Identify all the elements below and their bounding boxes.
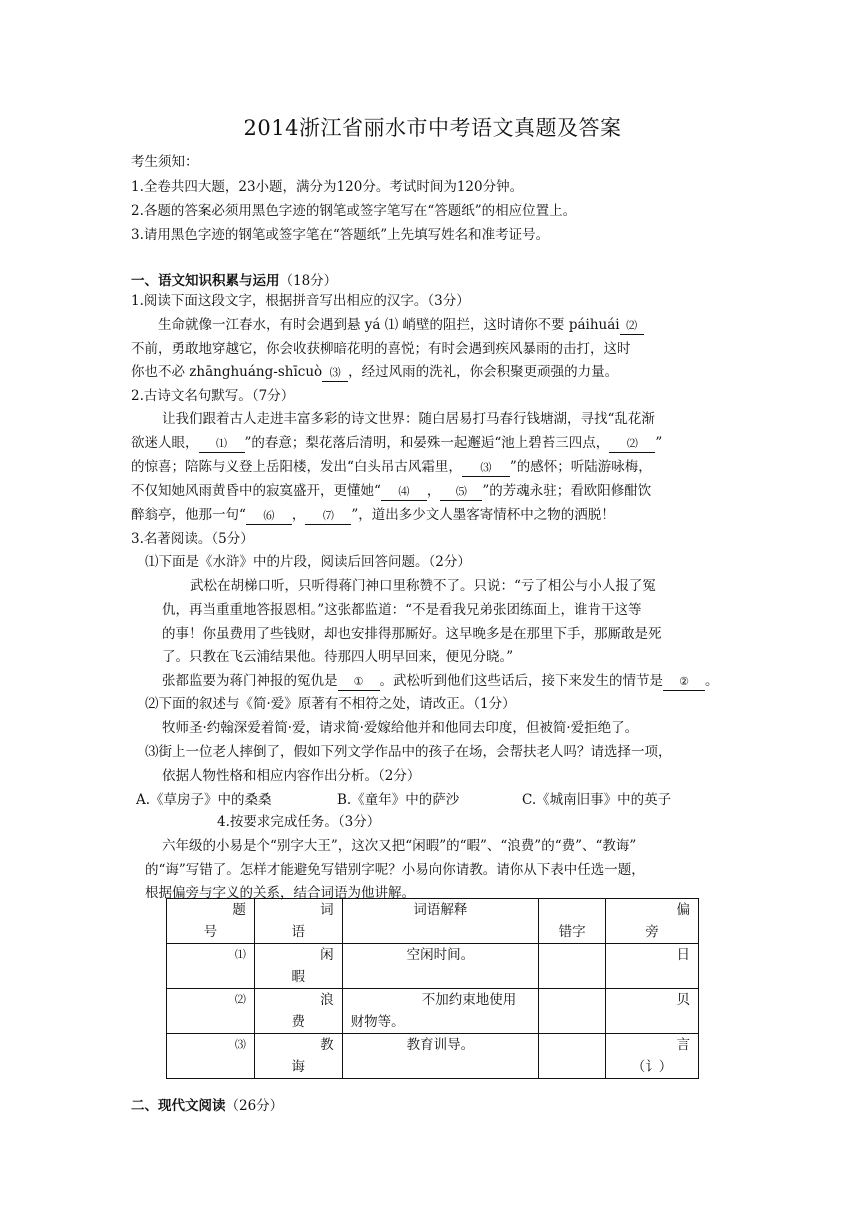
cell-radical: 贝 <box>606 989 699 1034</box>
answer-blank[interactable]: ⑸ <box>440 484 482 501</box>
header-word <box>254 899 342 944</box>
q1-text: 生命就像一江春水，有时会遇到悬 yá ⑴ 峭壁的阻拦，这时请你不要 páihuái <box>158 317 620 333</box>
cell-wrong[interactable] <box>539 944 606 989</box>
header-text: 题 <box>232 902 246 918</box>
cell-wrong[interactable] <box>539 989 606 1034</box>
q3-sub3: ⑶街上一位老人摔倒了，假如下列文学作品中的孩子在场，会帮扶老人吗？请选择一项， <box>145 744 672 760</box>
answer-blank[interactable]: ⑹ <box>246 508 292 525</box>
q2-stem: 2.古诗文名句默写。（7分） <box>131 388 295 404</box>
cell-text: 教 <box>320 1037 334 1053</box>
answer-blank[interactable]: ⑵ <box>609 436 655 453</box>
header-text: 旁 <box>645 924 659 940</box>
table-row <box>167 1034 699 1079</box>
q3-stem: 3.名著阅读。（5分） <box>131 531 254 547</box>
notice-heading: 考生须知： <box>131 154 199 170</box>
answer-blank[interactable]: ① <box>338 674 380 691</box>
notice-item: 1.全卷共四大题，23小题，满分为120分。考试时间为120分钟。 <box>131 179 524 195</box>
q2-text: ”的芳魂永驻；看欧阳修酣饮 <box>482 483 652 499</box>
q3-passage: 了。只教在飞云浦结果他。待那四人明早回来，便见分晓。” <box>162 649 514 665</box>
section-1-heading <box>131 271 337 291</box>
q3-sub2: ⑵下面的叙述与《简·爱》原著有不相符之处，请改正。（1分） <box>145 696 516 712</box>
q4-text: 根据偏旁与字义的关系，结合词语为他讲解。 <box>145 885 415 901</box>
q3-text: 张都监要为蒋门神报的冤仇是 <box>162 673 338 689</box>
q3-passage: 仇，再当重重地答报恩相。”这张都监道：“不是看我兄弟张团练面上，谁肯干这等 <box>162 602 642 618</box>
option-b: B.《童年》中的萨沙 <box>337 792 460 808</box>
q2-text: ”，道出多少文人墨客寄情杯中之物的洒脱！ <box>351 507 615 523</box>
q2-text: ”的感怀；听陆游咏梅， <box>509 459 652 475</box>
cell-text: 暇 <box>291 969 305 985</box>
header-text: 偏 <box>676 902 690 918</box>
q2-line <box>131 457 652 477</box>
notice-item: 3.请用黑色字迹的钢笔或签字笔在“答题纸”上先填写姓名和准考证号。 <box>131 227 550 243</box>
cell-text: 浪 <box>320 992 334 1008</box>
header-explain: 词语解释 <box>342 899 539 944</box>
q4-text: 的“诲”写错了。怎样才能避免写错别字呢？小易向你请教。请你从下表中任选一题， <box>145 862 645 878</box>
answer-blank[interactable]: ⑺ <box>305 508 351 525</box>
cell-text: 不加约束地使用 <box>421 992 517 1008</box>
option-a: A.《草房子》中的桑桑 <box>136 792 272 808</box>
header-text: 语 <box>291 924 305 940</box>
answer-blank[interactable]: ⑵ <box>620 318 644 335</box>
cell-text: 闲 <box>320 947 334 963</box>
q4-stem: 4.按要求完成任务。（3分） <box>217 814 381 830</box>
section-1-title: 一、语文知识积累与运用 <box>131 273 280 289</box>
q1-line <box>131 362 618 382</box>
q3-options <box>136 790 671 810</box>
q3-question <box>162 671 719 691</box>
table-row <box>167 944 699 989</box>
table-header-row <box>167 899 699 944</box>
header-wrong <box>539 899 606 944</box>
cell-num: ⑴ <box>167 944 255 989</box>
q1-stem: 1.阅读下面这段文字，根据拼音写出相应的汉字。（3分） <box>131 293 470 309</box>
cell-explain: 教育训导。 <box>342 1034 539 1079</box>
header-text: 号 <box>203 924 218 940</box>
answer-blank[interactable]: ⑶ <box>462 460 510 477</box>
section-2-score: （26分） <box>225 1098 284 1114</box>
section-2-title: 二、现代文阅读 <box>131 1098 226 1114</box>
q2-text: 的惊喜；陪陈与义登上岳阳楼，发出“白头吊古风霜里， <box>131 459 462 475</box>
cell-text: 费 <box>291 1014 305 1030</box>
q3-sub3: 依据人物性格和相应内容作出分析。（2分） <box>162 768 421 784</box>
cell-text: 财物等。 <box>350 1014 405 1030</box>
q1-text: 你也不必 zhānghuáng-shīcuò <box>131 364 323 380</box>
section-2-heading <box>131 1096 283 1116</box>
q2-text: ” <box>655 435 663 451</box>
header-radical <box>606 899 699 944</box>
q1-text: ，经过风雨的洗礼，你会积聚更顽强的力量。 <box>348 364 619 380</box>
table-row <box>167 989 699 1034</box>
answer-blank[interactable]: ⑶ <box>322 365 348 382</box>
option-c: C.《城南旧事》中的英子 <box>522 792 672 808</box>
answer-blank[interactable]: ⑷ <box>381 484 427 501</box>
cell-text: （讠） <box>631 1059 673 1075</box>
header-text: 词 <box>320 902 334 918</box>
q3-passage: 的事！你虽费用了些钱财，却也安排得那厮好。这早晚多是在那里下手，那厮敢是死 <box>162 626 662 642</box>
q4-text: 六年级的小易是个“别字大王”，这次又把“闲暇”的“暇”、“浪费”的“费”、“教诲” <box>162 838 637 854</box>
cell-radical: 日 <box>606 944 699 989</box>
q3-passage: 武松在胡梯口听，只听得蒋门神口里称赞不了。只说：“亏了相公与小人报了冤 <box>190 578 656 594</box>
q3-sub2-text: 牧师圣·约翰深爱着简·爱，请求简·爱嫁给他并和他同去印度，但被简·爱拒绝了。 <box>162 720 639 736</box>
cell-text: 诲 <box>291 1059 305 1075</box>
cell-wrong[interactable] <box>539 1034 606 1079</box>
notice-item: 2.各题的答案必须用黑色字迹的钢笔或签字笔写在“答题纸”的相应位置上。 <box>131 203 577 219</box>
header-num <box>167 899 255 944</box>
q2-text: 欲迷人眼， <box>131 435 199 451</box>
q2-line <box>131 481 651 501</box>
section-1-score: （18分） <box>279 273 338 289</box>
cell-explain: 空闲时间。 <box>342 944 539 989</box>
cell-word <box>254 944 342 989</box>
cell-text: 言 <box>676 1037 690 1053</box>
cell-num: ⑶ <box>167 1034 255 1079</box>
cell-word <box>254 989 342 1034</box>
q2-text: ， <box>291 507 306 523</box>
q3-sub1: ⑴下面是《水浒》中的片段，阅读后回答问题。（2分） <box>145 554 471 570</box>
q1-line <box>158 315 644 335</box>
q2-text: 醉翁亭，他那一句“ <box>131 507 246 523</box>
answer-blank[interactable]: ② <box>663 674 705 691</box>
q2-line <box>131 433 662 453</box>
cell-num: ⑵ <box>167 989 255 1034</box>
q2-text: ， <box>426 483 441 499</box>
cell-radical <box>606 1034 699 1079</box>
q2-text: ”的春意；梨花落后清明，和晏殊一起邂逅“池上碧苔三四点， <box>244 435 610 451</box>
q2-line <box>131 505 615 525</box>
q3-text: 。 <box>705 673 719 689</box>
q2-text: 不仅知她风雨黄昏中的寂寞盛开，更懂她“ <box>131 483 381 499</box>
header-text: 错字 <box>558 924 586 940</box>
page-title: 2014浙江省丽水市中考语文真题及答案 <box>243 116 622 140</box>
cell-explain <box>342 989 539 1034</box>
cell-word <box>254 1034 342 1079</box>
q3-text: 。武松听到他们这些话后，接下来发生的情节是 <box>379 673 663 689</box>
answer-blank[interactable]: ⑴ <box>199 436 245 453</box>
q1-line: 不前，勇敢地穿越它，你会收获柳暗花明的喜悦；有时会遇到疾风暴雨的击打，这时 <box>131 341 631 357</box>
word-table <box>166 898 699 1079</box>
q2-line: 让我们跟着古人走进丰富多彩的诗文世界：随白居易打马春行钱塘湖，寻找“乱花渐 <box>162 411 655 427</box>
